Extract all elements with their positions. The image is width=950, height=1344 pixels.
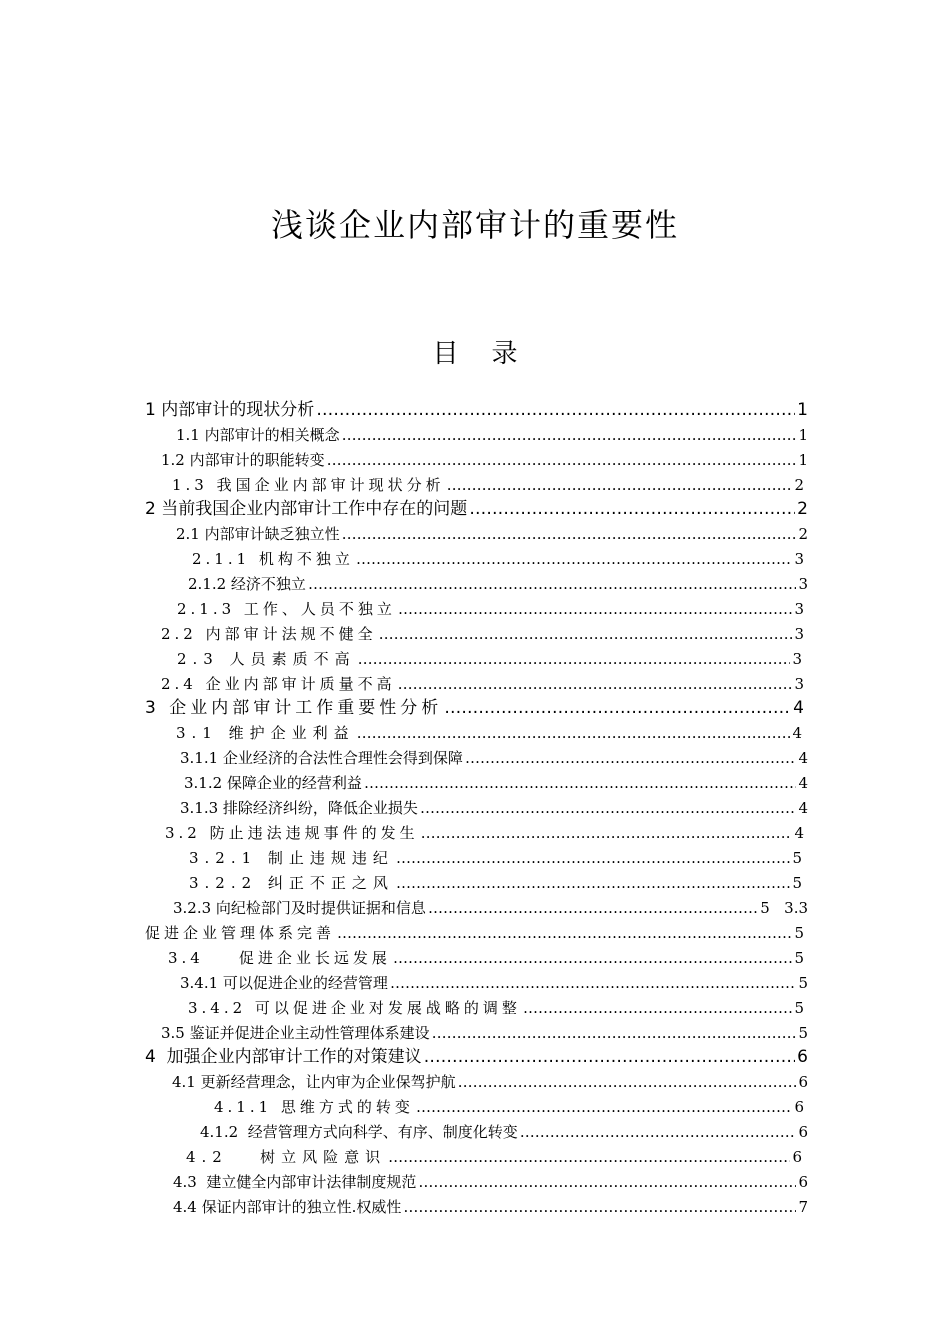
toc-entry[interactable]: 2.1.2 经济不独立 …………………………………………………………………………………………………………………………………………………………………………………… 3 [188, 572, 808, 596]
leader-dots [398, 597, 793, 621]
toc-entry[interactable]: 4.1.1 思维方式的转变 …………………………………………………………………………………………………………………………………………………………………………………… 6 [214, 1095, 808, 1119]
leader-dots [327, 448, 797, 472]
leader-dots [342, 423, 797, 447]
leader-dots [403, 1195, 796, 1219]
toc-entry[interactable]: 促进企业管理体系完善 …………………………………………………………………………………………………………………………………………………………………………………… 5 [145, 921, 808, 945]
leader-dots [316, 398, 795, 422]
toc-entry[interactable]: 2.3 人员素质不高 …………………………………………………………………………………………………………………………………………………………………………………… 3 [177, 647, 808, 671]
toc-entry[interactable]: 2 当前我国企业内部审计工作中存在的问题 …………………………………………………………………………………………………………………………………………………………………………………… 2 [145, 497, 808, 521]
toc-entry[interactable]: 1.2 内部审计的职能转变 …………………………………………………………………………………………………………………………………………………………………………………… 1 [161, 448, 808, 472]
leader-dots [523, 996, 793, 1020]
leader-dots [418, 1170, 796, 1194]
toc-entry[interactable]: 3.5 鉴证并促进企业主动性管理体系建设 …………………………………………………………………………………………………………………………………………………………………………………… 5 [161, 1021, 808, 1045]
toc-entry[interactable]: 2.4 企业内部审计质量不高 …………………………………………………………………………………………………………………………………………………………………………………… 3 [161, 672, 808, 696]
leader-dots [420, 796, 797, 820]
toc-entry[interactable]: 3.4.2 可以促进企业对发展战略的调整 …………………………………………………………………………………………………………………………………………………………………………………… 5 [188, 996, 808, 1020]
leader-dots [469, 497, 795, 521]
leader-dots [421, 821, 793, 845]
toc-entry[interactable]: 2.1.1 机构不独立 …………………………………………………………………………………………………………………………………………………………………………………… 3 [192, 547, 808, 571]
toc-entry[interactable]: 3.2 防止违法违规事件的发生 …………………………………………………………………………………………………………………………………………………………………………………… 4 [165, 821, 808, 845]
leader-dots [337, 921, 792, 945]
toc-entry[interactable]: 3.1.2 保障企业的经营利益 …………………………………………………………………………………………………………………………………………………………………………………… 4 [184, 771, 808, 795]
toc-entry[interactable]: 1 内部审计的现状分析 …………………………………………………………………………………………………………………………………………………………………………………… 1 [145, 398, 808, 422]
toc-entry[interactable]: 4.1.2 经营管理方式向科学、有序、制度化转变 …………………………………………………………………………………………………………………………………………………………………………………… 6 [200, 1120, 808, 1144]
toc-entry[interactable]: 2.2 内部审计法规不健全 …………………………………………………………………………………………………………………………………………………………………………………… 3 [161, 622, 808, 646]
toc-entry[interactable]: 3.1.3 排除经济纠纷，降低企业损失 …………………………………………………………………………………………………………………………………………………………………………………… 4 [180, 796, 808, 820]
toc-entry[interactable]: 4.3 建立健全内部审计法律制度规范 …………………………………………………………………………………………………………………………………………………………………………………… 6 [173, 1170, 808, 1194]
toc-entry[interactable]: 3.2.3 向纪检部门及时提供证据和信息 …………………………………………………………………………………………………………………………………………………………………………………… 5 3.3 [173, 896, 808, 920]
leader-dots [388, 1145, 790, 1169]
toc-heading: 目 录 [432, 339, 518, 369]
toc-entry[interactable]: 4.1 更新经营理念，让内审为企业保驾护航 …………………………………………………………………………………………………………………………………………………………………………………… 6 [172, 1070, 808, 1094]
toc-entry[interactable]: 4.4 保证内部审计的独立性.权威性 …………………………………………………………………………………………………………………………………………………………………………………… 7 [173, 1195, 808, 1219]
leader-dots [396, 871, 791, 895]
leader-dots [379, 622, 793, 646]
leader-dots [358, 647, 791, 671]
toc-entry[interactable]: 3.1 维护企业利益 …………………………………………………………………………………………………………………………………………………………………………………… 4 [176, 721, 808, 745]
document-title: 浅谈企业内部审计的重要性 [270, 206, 679, 244]
leader-dots [458, 1070, 797, 1094]
leader-dots [465, 746, 797, 770]
toc-entry[interactable]: 3.2.2 纠正不正之风 …………………………………………………………………………………………………………………………………………………………………………………… 5 [189, 871, 808, 895]
toc-entry[interactable]: 2.1 内部审计缺乏独立性 …………………………………………………………………………………………………………………………………………………………………………………… 2 [176, 522, 808, 546]
toc-entry[interactable]: 3.2.1 制止违规违纪 …………………………………………………………………………………………………………………………………………………………………………………… 5 [189, 846, 808, 870]
toc-entry[interactable]: 2.1.3 工作、人员不独立 …………………………………………………………………………………………………………………………………………………………………………………… 3 [177, 597, 808, 621]
leader-dots [356, 547, 793, 571]
leader-dots [428, 896, 758, 920]
leader-dots [520, 1120, 797, 1144]
leader-dots [308, 572, 797, 596]
leader-dots [416, 1095, 793, 1119]
leader-dots [424, 1045, 796, 1069]
leader-dots [444, 696, 791, 720]
leader-dots [364, 771, 797, 795]
leader-dots [393, 946, 793, 970]
leader-dots [432, 1021, 797, 1045]
toc-entry[interactable]: 3 企业内部审计工作重要性分析 …………………………………………………………………………………………………………………………………………………………………………………… 4 [145, 696, 808, 720]
leader-dots [342, 522, 797, 546]
leader-dots [390, 971, 797, 995]
leader-dots [398, 672, 793, 696]
leader-dots [396, 846, 791, 870]
toc-entry[interactable]: 4 加强企业内部审计工作的对策建议 …………………………………………………………………………………………………………………………………………………………………………………… 6 [145, 1045, 808, 1069]
leader-dots [447, 473, 793, 497]
toc-entry[interactable]: 1.3 我国企业内部审计现状分析 …………………………………………………………………………………………………………………………………………………………………………………… 2 [172, 473, 808, 497]
toc-entry[interactable]: 3.1.1 企业经济的合法性合理性会得到保障 …………………………………………………………………………………………………………………………………………………………………………………… 4 [180, 746, 808, 770]
toc-entry[interactable]: 3.4.1 可以促进企业的经营管理 …………………………………………………………………………………………………………………………………………………………………………………… 5 [180, 971, 808, 995]
toc-entry[interactable]: 4.2 树立风险意识 …………………………………………………………………………………………………………………………………………………………………………………… 6 [186, 1145, 808, 1169]
toc-entry[interactable]: 3.4 促进企业长远发展 …………………………………………………………………………………………………………………………………………………………………………………… 5 [168, 946, 808, 970]
leader-dots [357, 721, 791, 745]
toc-entry[interactable]: 1.1 内部审计的相关概念 …………………………………………………………………………………………………………………………………………………………………………………… 1 [176, 423, 808, 447]
